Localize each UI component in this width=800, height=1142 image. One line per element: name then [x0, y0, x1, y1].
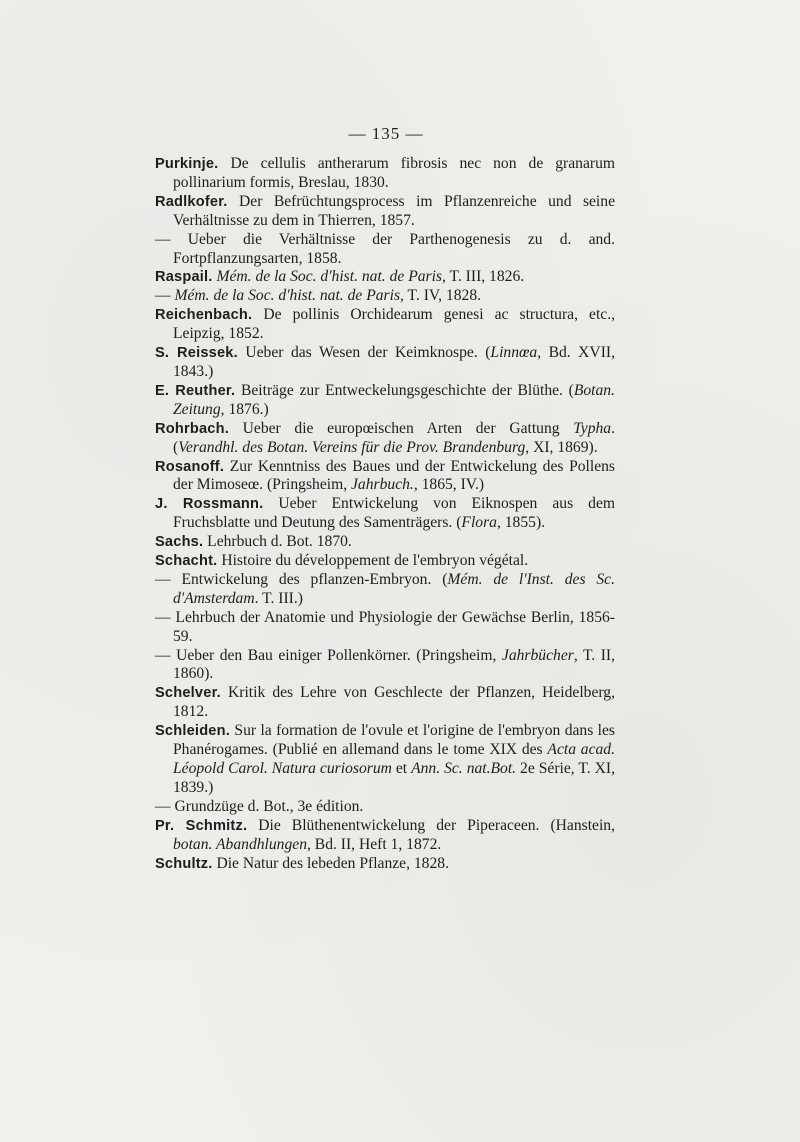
entry-text: , 1876.): [220, 400, 269, 418]
entry-text: , XI, 1869).: [525, 438, 598, 456]
entry-text: , T. II, 1860).: [173, 646, 616, 683]
entry-text: Der Befrüchtungsprocess im Pflanzenreiche und seine Verhältnisse zu dem in Thierren, 1857.: [173, 192, 615, 229]
entry-text: De pollinis Orchidearum genesi ac structura, etc., Leipzig, 1852.: [173, 306, 615, 343]
entry-author: Schleiden.: [155, 723, 230, 740]
entry-author: Sachs.: [155, 534, 204, 551]
entry-author: Rosanoff.: [155, 458, 225, 475]
entry-title-italic: Acta acad. Léopold Carol. Natura curiosorum: [173, 741, 616, 777]
entry-author: S. Reissek.: [155, 345, 238, 362]
entry-text: 2e Série, T. XI, 1839.): [173, 760, 615, 796]
entry-text: Beiträge zur Entweckelungsgeschichte der Blüthe. (: [235, 381, 574, 399]
bibliography-entry: [155, 817, 615, 855]
bibliography-entry: [155, 231, 615, 269]
entry-text: Ueber Entwickelung von Eiknospen aus dem Fruchsblatte und Deutung des Samenträgers. (: [173, 495, 616, 532]
entry-text: — Grundzüge d. Bot., 3e édition.: [155, 797, 364, 815]
entry-text: Ueber die europœischen Arten der Gattung: [228, 419, 574, 437]
entry-text: , T. IV, 1828.: [400, 287, 482, 305]
bibliography-entry: [155, 382, 615, 420]
bibliography-entry: [155, 458, 615, 496]
entry-text: Die Natur des lebeden Pflanze, 1828.: [212, 854, 449, 872]
page-number: — 135 —: [348, 124, 424, 143]
bibliography-entry: [155, 609, 615, 647]
entry-title-italic: Mém. de la Soc. d'hist. nat. de Paris: [216, 268, 442, 286]
entry-author: Schelver.: [155, 685, 221, 702]
entry-author: Raspail.: [155, 269, 213, 286]
entry-text: De cellulis antherarum fibrosis nec non de granarum pollinarium formis, Breslau, 1830.: [173, 155, 615, 191]
entry-text: . T. III.): [254, 589, 303, 607]
bibliography-entry: [155, 268, 615, 287]
bibliography-entry: [155, 533, 615, 552]
entry-text: , Bd. XVII, 1843.): [173, 344, 615, 380]
bibliography-entry: [155, 571, 615, 609]
entry-text: Die Blüthenentwickelung der Piperaceen. (Hanstein,: [247, 816, 615, 834]
entry-title-italic: Mém. de l'Inst. des Sc. d'Amsterdam: [173, 570, 615, 607]
entry-author: J. Rossmann.: [155, 496, 264, 513]
bibliography-entry: [155, 722, 615, 798]
bibliography-entry: [155, 287, 615, 306]
entry-text: Ueber das Wesen der Keimknospe. (: [237, 344, 491, 362]
entry-title-italic: Ann. Sc. nat.Bot.: [411, 760, 517, 777]
entry-text: , 1855).: [496, 514, 546, 532]
bibliography-entry: [155, 193, 615, 231]
entry-author: Schacht.: [155, 553, 218, 570]
bibliography-entry: [155, 495, 615, 533]
entry-title-italic: Flora: [461, 514, 497, 532]
entry-text: Zur Kenntniss des Baues und der Entwickelung des Pollens der Mimoseœ. (Pringsheim,: [173, 457, 615, 494]
bibliography-entry: [155, 155, 615, 193]
bibliography-entry: [155, 344, 615, 382]
entry-title-italic: Verandhl. des Botan. Vereins für die Prov. Brandenburg: [178, 438, 526, 456]
entry-author: Pr. Schmitz.: [155, 817, 248, 834]
bibliography-entry: [155, 855, 615, 874]
entry-text: Sur la formation de l'ovule et l'origine de l'embryon dans les Phanérogames. (Publié en allemand dans le tome XIX des: [173, 722, 615, 759]
entry-title-italic: Linnœa: [490, 344, 538, 362]
entry-text: —: [155, 287, 175, 305]
entry-author: Rohrbach.: [155, 420, 229, 437]
entry-text: Kritik des Lehre von Geschlecte der Pflanzen, Heidelberg, 1812.: [173, 684, 615, 721]
entry-text: Histoire du développement de l'embryon végétal.: [217, 552, 529, 570]
bibliography-entry: [155, 798, 615, 817]
entry-author: Schultz.: [155, 855, 213, 872]
entry-title-italic: Mém. de la Soc. d'hist. nat. de Paris: [174, 287, 401, 305]
entry-text: — Lehrbuch der Anatomie und Physiologie der Gewächse Berlin, 1856-59.: [155, 608, 615, 645]
entry-title-italic: Typha: [573, 419, 612, 437]
entry-author: Reichenbach.: [155, 307, 253, 324]
entry-text: , Bd. II, Heft 1, 1872.: [307, 835, 442, 853]
bibliography-list: [155, 155, 615, 873]
entry-text: . (: [173, 419, 615, 456]
bibliography-entry: [155, 684, 615, 722]
entry-text: et: [391, 760, 412, 777]
entry-author: Radlkofer.: [155, 193, 228, 210]
bibliography-entry: [155, 552, 615, 571]
entry-author: E. Reuther.: [155, 382, 236, 399]
entry-title-italic: Botan. Zeitung: [173, 381, 616, 418]
entry-title-italic: botan. Abandhlungen: [173, 835, 307, 853]
entry-text: — Ueber den Bau einiger Pollenkörner. (Pringsheim,: [155, 646, 502, 664]
entry-text: Lehrbuch d. Bot. 1870.: [203, 533, 352, 551]
bibliography-entry: [155, 420, 615, 458]
bibliography-entry: [155, 306, 615, 344]
entry-text: — Ueber die Verhältnisse der Parthenogenesis zu d. and. Fortpflanzungsarten, 1858.: [155, 230, 615, 267]
entry-title-italic: Jahrbuch.: [351, 476, 414, 494]
entry-author: Purkinje.: [155, 156, 219, 172]
entry-text: , 1865, IV.): [413, 476, 485, 494]
entry-text: , T. III, 1826.: [442, 268, 525, 286]
bibliography-entry: [155, 647, 615, 685]
entry-title-italic: Jahrbücher: [501, 646, 574, 664]
entry-text: — Entwickelung des pflanzen-Embryon. (: [155, 570, 448, 588]
